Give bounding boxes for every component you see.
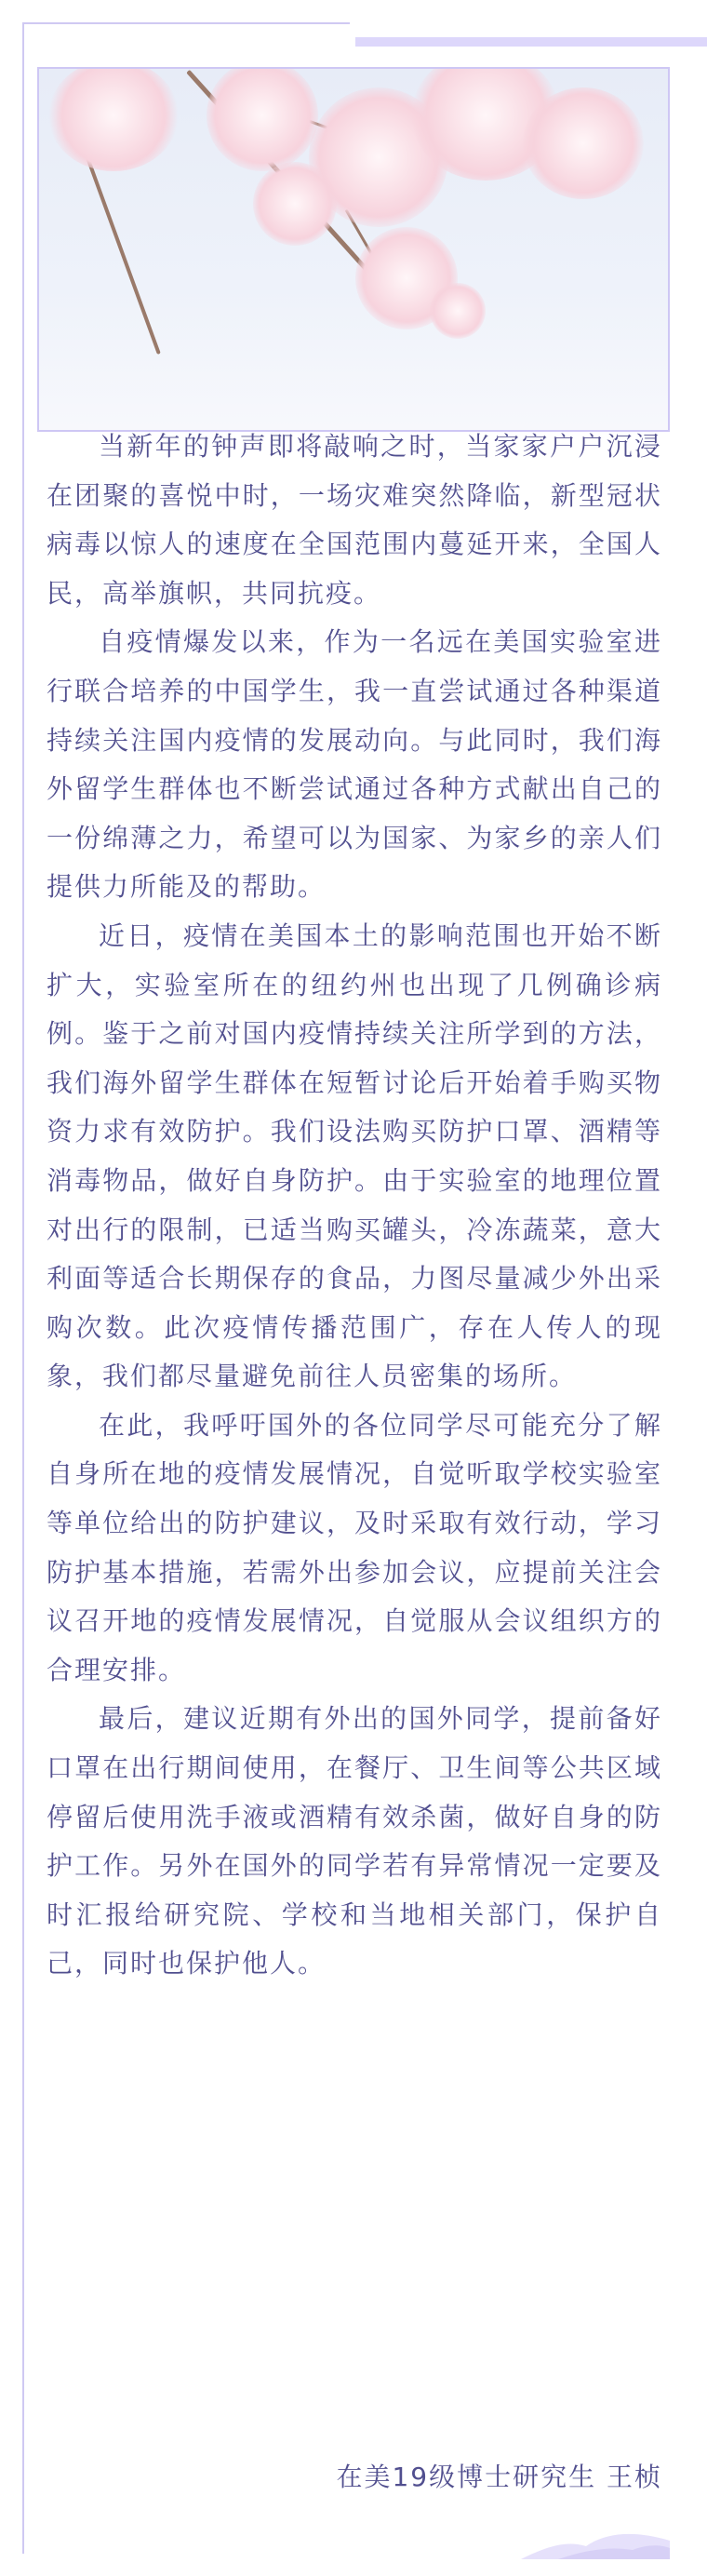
cherry-blossom-image (37, 67, 670, 432)
frame-top-accent-bar (355, 37, 707, 47)
frame-left-line (22, 22, 24, 2554)
paragraph: 最后，建议近期有外出的国外同学，提前备好口罩在出行期间使用，在餐厅、卫生间等公共区域停留后使用洗手液或酒精有效杀菌，做好自身的防护工作。另外在国外的同学若有异常情况一定要及时汇报给研究院、学校和当地相关部门，保护自己，同时也保护他人。 (47, 1703, 662, 1979)
paragraph: 自疫情爆发以来，作为一名远在美国实验室进行联合培养的中国学生，我一直尝试通过各种渠道持续关注国内疫情的发展动向。与此同时，我们海外留学生群体也不断尝试通过各种方式献出自己的一份绵薄之力，希望可以为国家、为家乡的亲人们提供力所能及的帮助。 (47, 626, 662, 903)
paragraph: 当新年的钟声即将敲响之时，当家家户户沉浸在团聚的喜悦中时，一场灾难突然降临，新型冠状病毒以惊人的速度在全国范围内蔓延开来，全国人民，高举旗帜，共同抗疫。 (47, 431, 662, 609)
hero-background (39, 69, 668, 430)
blossom-shape (48, 67, 179, 171)
blossom-shape (253, 162, 337, 246)
mountain-decoration (521, 2522, 670, 2559)
blossom-shape (430, 283, 486, 339)
blossom-shape (523, 87, 644, 199)
article-body (47, 423, 662, 1989)
paragraph: 在此，我呼吁国外的各位同学尽可能充分了解自身所在地的疫情发展情况，自觉听取学校实验室等单位给出的防护建议，及时采取有效行动，学习防护基本措施，若需外出参加会议，应提前关注会议召开地的疫情发展情况，自觉服从会议组织方的合理安排。 (47, 1409, 662, 1685)
paragraph: 近日，疫情在美国本土的影响范围也开始不断扩大，实验室所在的纽约州也出现了几例确诊病例。鉴于之前对国内疫情持续关注所学到的方法，我们海外留学生群体在短暂讨论后开始着手购买物资力求有效防护。我们设法购买防护口罩、酒精等消毒物品，做好自身防护。由于实验室的地理位置对出行的限制，已适当购买罐头，冷冻蔬菜，意大利面等适合长期保存的食品，力图尽量减少外出采购次数。此次疫情传播范围广，存在人传人的现象，我们都尽量避免前往人员密集的场所。 (47, 919, 662, 1392)
frame-top-line (22, 22, 350, 24)
blossom-shape (207, 67, 318, 171)
author-signature: 在美19级博士研究生 王桢 (336, 2462, 662, 2492)
